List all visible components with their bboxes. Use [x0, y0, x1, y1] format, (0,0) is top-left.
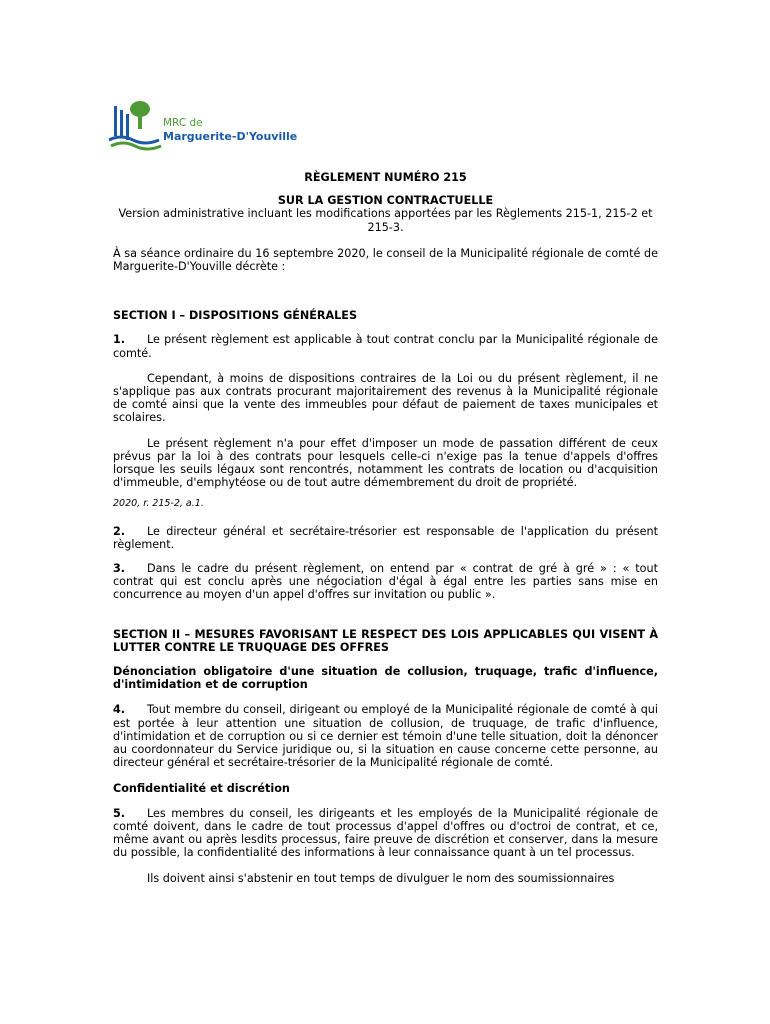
article-3-number: 3.: [113, 562, 126, 576]
article-3-text: Dans le cadre du présent règlement, on entend par « contrat de gré à gré » : « tout contrat qui est conclu après une négociation d'égal à égal entre les parties sans mise en concurrence au moyen d'un appel d'offres sur invitation ou public ».: [113, 562, 658, 602]
logo-emblem-icon: [107, 100, 163, 152]
article-3: [113, 562, 658, 602]
article-2-number: 2.: [113, 524, 126, 538]
article-5-paragraph-2: Ils doivent ainsi s'abstenir en tout temps de divulguer le nom des soumissionnaires: [147, 871, 615, 885]
section-2-heading: SECTION II – MESURES FAVORISANT LE RESPECT DES LOIS APPLICABLES QUI VISENT À LUTTER CONTRE LE TRUQUAGE DES OFFRES: [113, 627, 658, 654]
article-1-text: Le présent règlement est applicable à tout contrat conclu par la Municipalité régionale de comté.: [113, 333, 658, 360]
article-4: [113, 703, 658, 769]
intro-paragraph: À sa séance ordinaire du 16 septembre 2020, le conseil de la Municipalité régionale de comté de Marguerite-D'Youville décrète :: [113, 246, 658, 274]
article-5-number: 5.: [113, 806, 126, 820]
document-version-note: Version administrative incluant les modifications apportées par les Règlements 215-1, 215-2 et 215-3.: [118, 207, 653, 234]
article-2: [113, 525, 658, 551]
article-5: [113, 807, 658, 860]
article-4-text: Tout membre du conseil, dirigeant ou employé de la Municipalité régionale de comté à qui est portée à leur attention une situation de collusion, de truquage, de trafic d'influence, d'intimidation et de corruption ou si ce dernier est témoin d'une telle situation, doit la dénoncer au coordonnateur du Service juridique ou, si la situation en cause concerne cette personne, au directeur général et secrétaire-trésorier de la Municipalité régionale de comté.: [113, 703, 658, 770]
article-1-paragraph-2: Cependant, à moins de dispositions contraires de la Loi ou du présent règlement, il ne s'applique pas aux contrats procurant majoritairement des revenus à la Municipalité régionale de comté ainsi que la vente des immeubles pour défaut de paiement de taxes municipales et scolaires.: [113, 371, 658, 425]
article-2-text: Le directeur général et secrétaire-trésorier est responsable de l'application du présent règlement.: [113, 524, 658, 551]
article-1-paragraph-3: Le présent règlement n'a pour effet d'imposer un mode de passation différent de ceux prévus par la loi à des contrats pour lesquels celle-ci n'exige pas la tenue d'appels d'offres lorsque les seuils légaux sont rencontrés, notamment les contrats de location ou d'acquisition d'immeuble, d'emphytéose ou de tout autre démembrement du droit de propriété.: [113, 436, 658, 490]
mrc-logo: [107, 100, 317, 155]
subheading-confidentialite: Confidentialité et discrétion: [113, 781, 290, 795]
logo-line-2: Marguerite-D'Youville: [163, 130, 298, 143]
logo-line-1: MRC de: [163, 117, 203, 129]
document-body: [113, 171, 658, 885]
amendment-note: 2020, r. 215-2, a.1.: [113, 498, 204, 510]
section-1-heading: SECTION I – DISPOSITIONS GÉNÉRALES: [113, 309, 358, 323]
subheading-denonciation: Dénonciation obligatoire d'une situation de collusion, truquage, trafic d'influence, d'intimidation et de corruption: [113, 665, 658, 692]
article-4-number: 4.: [113, 703, 126, 717]
document-subtitle: SUR LA GESTION CONTRACTUELLE: [277, 194, 494, 208]
document-title: RÈGLEMENT NUMÉRO 215: [304, 171, 467, 184]
logo-text: [163, 117, 297, 143]
article-1-number: 1.: [113, 333, 126, 347]
article-5-text: Les membres du conseil, les dirigeants et les employés de la Municipalité régionale de comté doivent, dans le cadre de tout processus d'appel d'offres ou d'octroi de contrat, et ce, même avant ou après lesdits processus, faire preuve de discrétion et conserver, dans la mesure du possible, la confidentialité des informations à leur connaissance quant à un tel processus.: [113, 806, 658, 860]
article-1: [113, 333, 658, 359]
